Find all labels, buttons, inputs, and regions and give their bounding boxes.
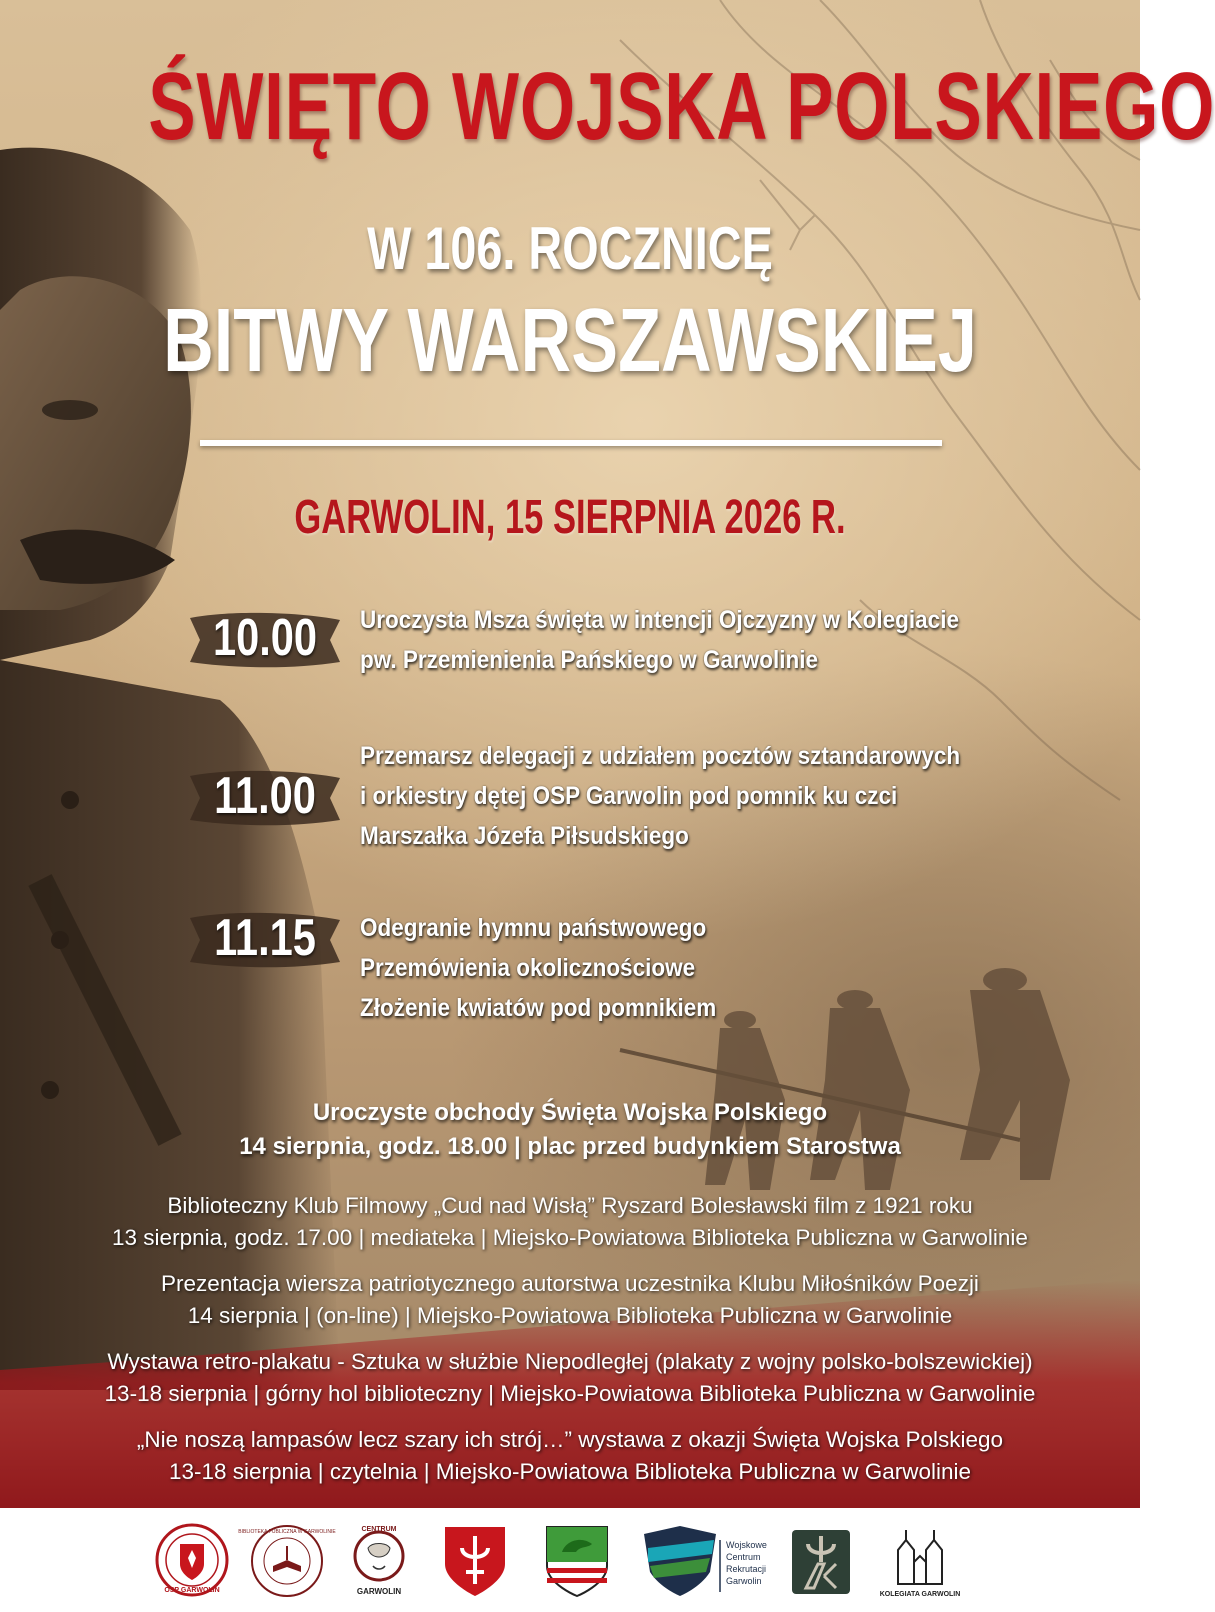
title-divider [200, 440, 942, 446]
event-title: Biblioteczny Klub Filmowy „Cud nad Wisłą” Ryszard Bolesławski film z 1921 roku [167, 1193, 973, 1218]
main-event-details: 14 sierpnia, godz. 18.00 | plac przed budynkiem Starostwa [239, 1133, 901, 1160]
event-details: 13 sierpnia, godz. 17.00 | mediateka | Miejsko-Powiatowa Biblioteka Publiczna w Garwolinie [112, 1225, 1028, 1250]
kolegiata-garwolin-logo [879, 1522, 961, 1600]
home-army-emblem [788, 1522, 854, 1600]
event-title: Wystawa retro-plakatu - Sztuka w służbie Niepodległej (plakaty z wojny polsko-bolszewickiej) [107, 1349, 1033, 1374]
poster-title: ŚWIĘTO WOJSKA POLSKIEGO [148, 53, 1215, 160]
event-item [0, 1268, 1140, 1332]
event-item [0, 1190, 1140, 1254]
military-recruitment-centre-logo [640, 1522, 770, 1600]
svg-text:BIBLIOTEKA PUBLICZNA W GARWOLI: BIBLIOTEKA PUBLICZNA W GARWOLINIE [238, 1529, 336, 1535]
garwolin-city-coat-of-arms [440, 1522, 510, 1600]
svg-text:Centrum: Centrum [726, 1552, 761, 1562]
schedule-description: Uroczysta Msza święta w intencji Ojczyzny w Kolegiacie pw. Przemienienia Pańskiego w Garwolinie [360, 606, 959, 674]
svg-text:Wojskowe: Wojskowe [726, 1540, 767, 1550]
event-date-place: GARWOLIN, 15 SIERPNIA 2026 R. [294, 491, 846, 544]
schedule-time: 11.00 [214, 767, 316, 825]
poster-subtitle-anniversary: W 106. ROCZNICĘ [367, 215, 773, 282]
event-details: 13-18 sierpnia | czytelnia | Miejsko-Powiatowa Biblioteka Publiczna w Garwolinie [168, 1459, 972, 1484]
svg-text:CENTRUM: CENTRUM [361, 1526, 397, 1533]
event-details: 14 sierpnia | (on-line) | Miejsko-Powiatowa Biblioteka Publiczna w Garwolinie [187, 1303, 953, 1328]
schedule-description: Odegranie hymnu państwowego Przemówienia okolicznościowe Złożenie kwiatów pod pomnikiem [360, 914, 717, 1022]
poster-subtitle-battle: BITWY WARSZAWSKIEJ [163, 291, 977, 391]
sponsor-logos-bar [0, 1508, 1140, 1612]
schedule-time: 11.15 [214, 909, 316, 967]
event-details: 13-18 sierpnia | górny hol biblioteczny | Miejsko-Powiatowa Biblioteka Publiczna w Garwolinie [104, 1381, 1036, 1406]
svg-text:Rekrutacji: Rekrutacji [726, 1564, 767, 1574]
main-event-title: Uroczyste obchody Święta Wojska Polskiego [312, 1099, 828, 1126]
schedule-time: 10.00 [212, 609, 318, 667]
schedule-description: Przemarsz delegacji z udziałem pocztów sztandarowych i orkiestry dętej OSP Garwolin pod pomnik ku czci Marszałka Józefa Piłsudskiego [360, 742, 961, 850]
garwolin-county-coat-of-arms [542, 1522, 612, 1600]
events-list [0, 1096, 1140, 1488]
osp-garwolin-logo [154, 1522, 230, 1600]
event-title: „Nie noszą lampasów lecz szary ich strój…” wystawa z okazji Święta Wojska Polskiego [136, 1427, 1004, 1452]
library-logo [238, 1522, 336, 1600]
svg-text:KOLEGIATA GARWOLIN: KOLEGIATA GARWOLIN [879, 1591, 961, 1598]
svg-text:GARWOLIN: GARWOLIN [356, 1587, 402, 1596]
event-item [0, 1424, 1140, 1488]
event-title: Prezentacja wiersza patriotycznego autorstwa uczestnika Klubu Miłośników Poezji [161, 1271, 979, 1296]
event-item [0, 1346, 1140, 1410]
svg-text:Garwolin: Garwolin [726, 1576, 762, 1586]
svg-text:OSP GARWOLIN: OSP GARWOLIN [164, 1587, 220, 1594]
centrum-garwolin-logo [348, 1522, 410, 1600]
